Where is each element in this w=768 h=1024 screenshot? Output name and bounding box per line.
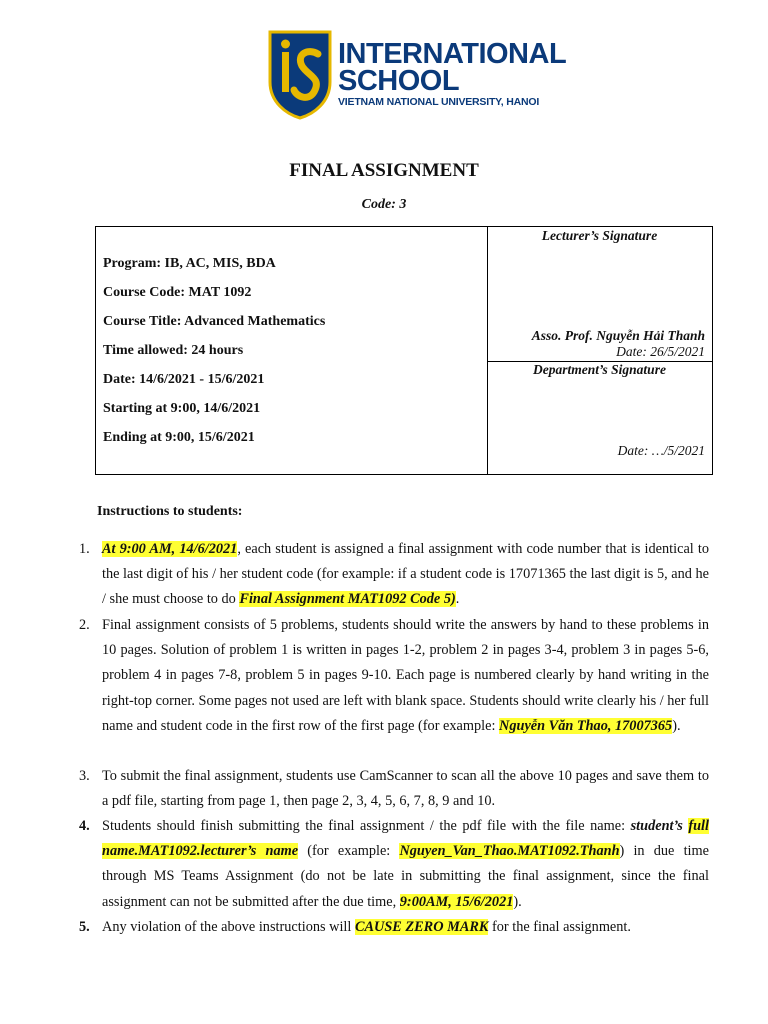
highlighted-text: Nguyen_Van_Thao.MAT1092.Thanh <box>399 843 620 860</box>
instruction-item-2 <box>102 613 709 739</box>
highlighted-text: 9:00AM, 15/6/2021 <box>399 893 514 910</box>
highlighted-text: At 9:00 AM, 14/6/2021 <box>102 541 238 557</box>
document-title: FINAL ASSIGNMENT <box>289 160 479 181</box>
item-number: 5. <box>79 919 90 935</box>
lecturer-date: Date: 26/5/2021 <box>616 344 705 359</box>
logo-line-3: VIETNAM NATIONAL UNIVERSITY, HANOI <box>338 96 540 108</box>
lecturer-signature-cell <box>487 227 712 362</box>
course-info-table <box>95 226 713 475</box>
department-signature-cell <box>487 362 712 474</box>
item-number: 1. <box>79 541 90 557</box>
item-number: 4. <box>79 818 90 834</box>
instruction-text: , each student is assigned a final assignment with code number that is identical to the last digit of his / her student code (for example: if a student code is 17071365 the last digit is 5, and he / she must choose to do <box>102 541 709 608</box>
date-line: Date: 14/6/2021 - 15/6/2021 <box>103 372 265 387</box>
instruction-text: . <box>455 591 460 608</box>
department-date: Date: …/5/2021 <box>617 443 705 458</box>
course-title-line: Course Title: Advanced Mathematics <box>103 314 326 329</box>
ending-line: Ending at 9:00, 15/6/2021 <box>103 430 255 445</box>
emphasized-text: student’s <box>630 818 689 834</box>
program-line: Program: IB, AC, MIS, BDA <box>103 256 276 271</box>
item-number: 3. <box>79 768 90 784</box>
highlighted-text: Final Assignment MAT1092 Code 5) <box>239 591 456 608</box>
instruction-item-1 <box>102 537 709 613</box>
logo-line-2: SCHOOL <box>338 65 460 97</box>
school-shield-icon <box>268 30 332 120</box>
instruction-text: ). <box>513 893 522 910</box>
course-code-line: Course Code: MAT 1092 <box>103 285 252 300</box>
instructions-heading: Instructions to students: <box>97 504 243 519</box>
highlighted-text: full name.MAT1092.lecturer’s name <box>102 818 709 860</box>
instruction-text: Any violation of the above instructions will <box>102 919 355 935</box>
item-number: 2. <box>79 617 90 633</box>
department-signature-heading: Department’s Signature <box>533 362 666 377</box>
course-details-cell <box>96 227 488 474</box>
instruction-text: ) in due time through MS Teams Assignment (do not be late in submitting the final assignment, since the final assignment can not be submitted after the due time, <box>102 843 709 910</box>
instruction-text: ). <box>672 717 681 734</box>
instruction-item-5 <box>102 915 709 940</box>
time-allowed-line: Time allowed: 24 hours <box>103 343 244 358</box>
instruction-text: Students should finish submitting the final assignment / the pdf file with the file name: <box>102 818 631 834</box>
instruction-text: for the final assignment. <box>488 919 631 935</box>
highlighted-text: Nguyễn Văn Thao, 17007365 <box>499 717 673 734</box>
lecturer-signature-heading: Lecturer’s Signature <box>541 228 658 243</box>
instruction-text: (for example: <box>298 843 400 860</box>
instruction-item-4 <box>102 814 709 915</box>
school-logo <box>268 30 567 120</box>
starting-line: Starting at 9:00, 14/6/2021 <box>103 401 261 416</box>
lecturer-name: Asso. Prof. Nguyễn Hải Thanh <box>531 328 705 343</box>
instruction-item-3 <box>102 764 709 814</box>
logo-text <box>338 40 566 109</box>
instruction-text: Final assignment consists of 5 problems, students should write the answers by hand to these problems in 10 pages. Solution of problem 1 is written in pages 1-2, problem 2 in pages 3-4, problem 3 in pages 5-6, problem 4 in pages 7-8, problem 5 in pages 9-10. Each page is numbered clearly by hand writing in the right-top corner. Some pages not used are left with blank space. Students should write clearly his / her full name and student code in the first row of the first page (for example: <box>102 617 709 734</box>
assignment-code: Code: 3 <box>361 197 407 212</box>
instruction-text: To submit the final assignment, students use CamScanner to scan all the above 10 pages and save them to a pdf file, starting from page 1, then page 2, 3, 4, 5, 6, 7, 8, 9 and 10. <box>102 768 709 810</box>
highlighted-text: CAUSE ZERO MARK <box>354 919 489 935</box>
logo-line-1: INTERNATIONAL <box>338 38 567 70</box>
